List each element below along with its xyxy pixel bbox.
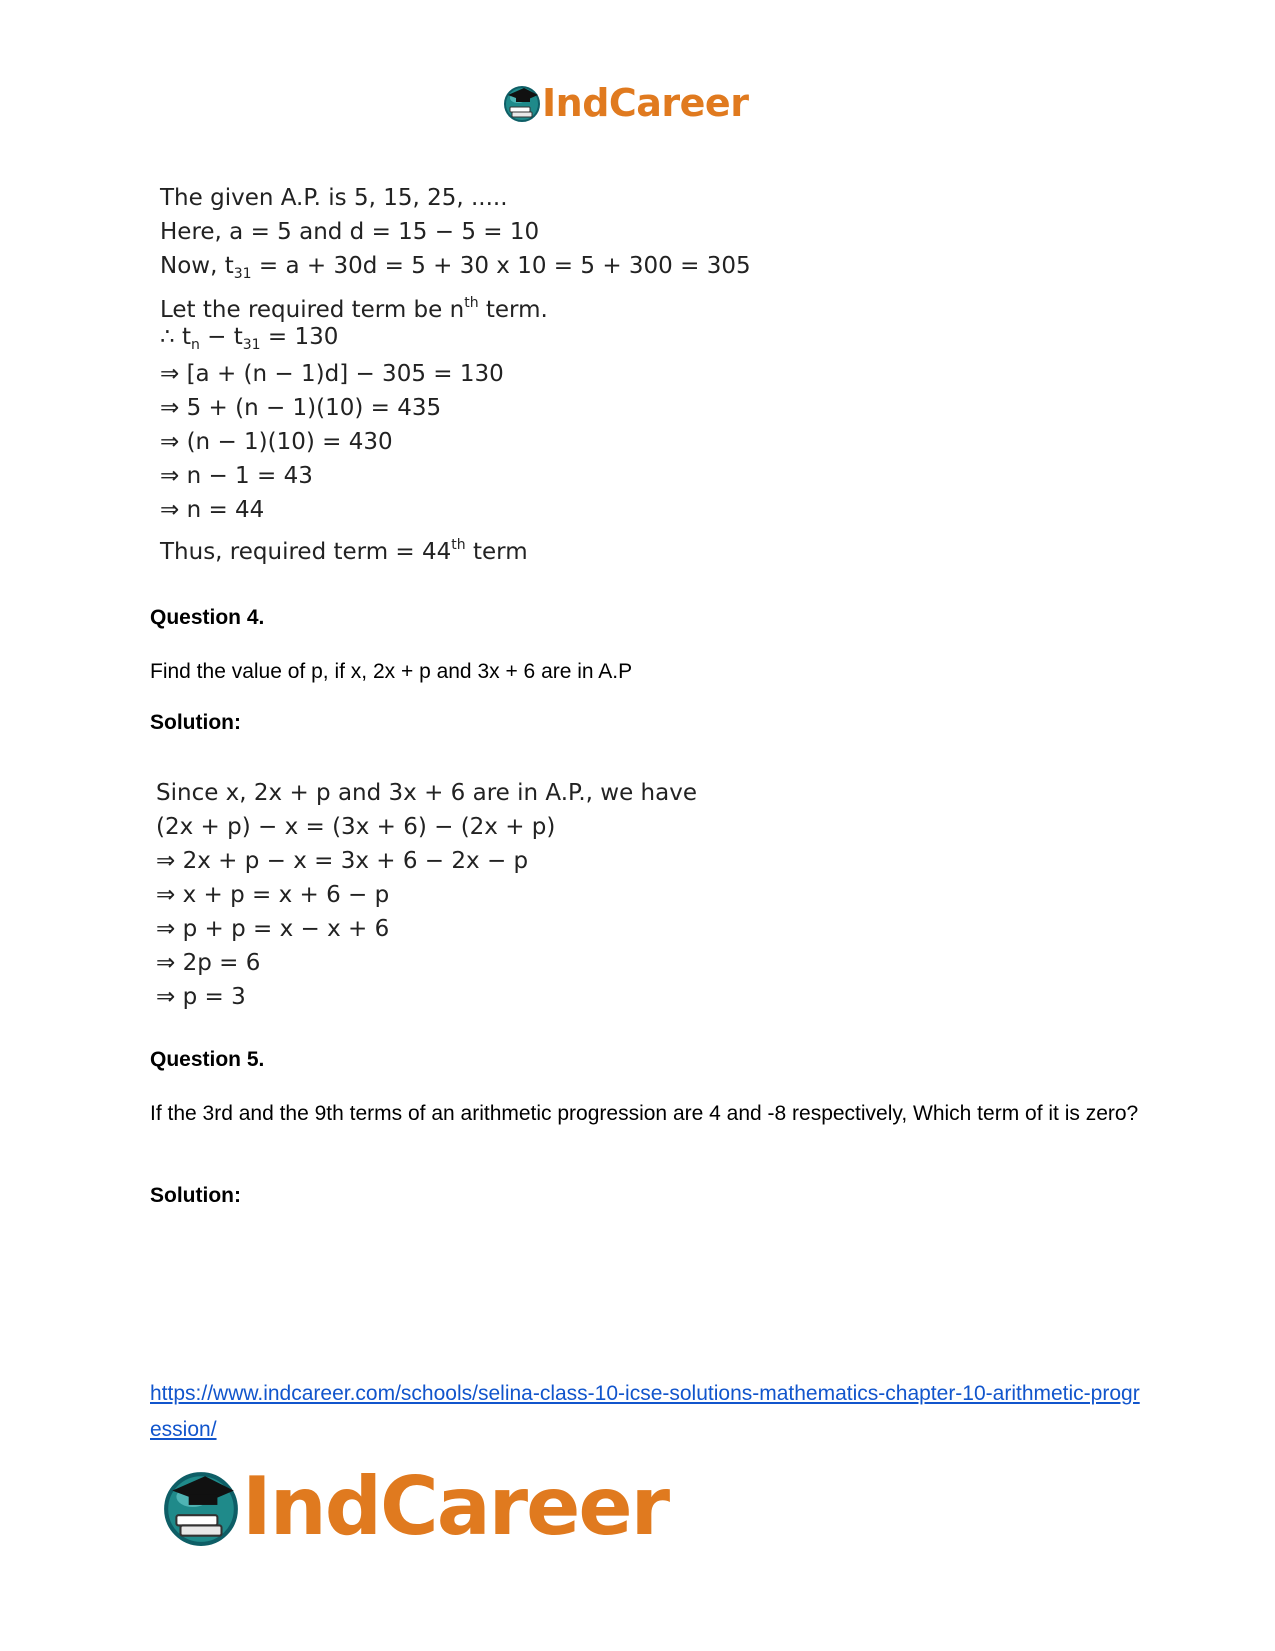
math-line: The given A.P. is 5, 15, 25, ..... (160, 185, 508, 211)
math-line: ⇒ p = 3 (156, 984, 246, 1010)
math-line: ⇒ p + p = x − x + 6 (156, 916, 390, 942)
math-line: ⇒ (n − 1)(10) = 430 (160, 429, 393, 455)
math-line: ⇒ 2x + p − x = 3x + 6 − 2x − p (156, 848, 529, 874)
logo-text: IndCareer (242, 1460, 669, 1553)
math-line: ⇒ n − 1 = 43 (160, 463, 313, 489)
graduation-globe-icon (502, 83, 542, 123)
math-line: ⇒ [a + (n − 1)d] − 305 = 130 (160, 361, 504, 387)
math-line: Here, a = 5 and d = 15 − 5 = 10 (160, 219, 540, 245)
footer-logo (160, 1462, 668, 1552)
question-4-solution-label: Solution: (150, 711, 241, 734)
graduation-globe-icon (160, 1466, 242, 1548)
header-logo (502, 80, 748, 126)
question-5-heading: Question 5. (150, 1048, 265, 1071)
math-line: Since x, 2x + p and 3x + 6 are in A.P., we have (156, 780, 697, 806)
math-line: ⇒ 2p = 6 (156, 950, 261, 976)
question-5-solution-label: Solution: (150, 1184, 241, 1207)
math-line: Let the required term be $n^{th}$ term. (160, 295, 548, 323)
logo-text: IndCareer (542, 81, 749, 125)
math-line: Now, $t_{31} = a + 30d = 5 + 30$ x 10 = 5 + 300 = 305 (160, 253, 751, 282)
question-5-text: If the 3rd and the 9th terms of an arithmetic progression are 4 and -8 respectively, Which term of it is zero? (150, 1102, 1139, 1125)
source-link[interactable]: https://www.indcareer.com/schools/selina-class-10-icse-solutions-mathematics-chapter-10-arithmetic-progression/ (150, 1382, 1140, 1441)
math-line: ∴ $t_n - t_{31} = 130$ (160, 324, 339, 353)
math-line: (2x + p) − x = (3x + 6) − (2x + p) (156, 814, 556, 840)
question-4-heading: Question 4. (150, 606, 265, 629)
math-line: ⇒ n = 44 (160, 497, 265, 523)
math-line: Thus, required term = 44th term (160, 537, 528, 565)
math-line: ⇒ x + p = x + 6 − p (156, 882, 390, 908)
math-line: ⇒ 5 + (n − 1)(10) = 435 (160, 395, 442, 421)
question-4-text: Find the value of p, if x, 2x + p and 3x + 6 are in A.P (150, 660, 633, 683)
